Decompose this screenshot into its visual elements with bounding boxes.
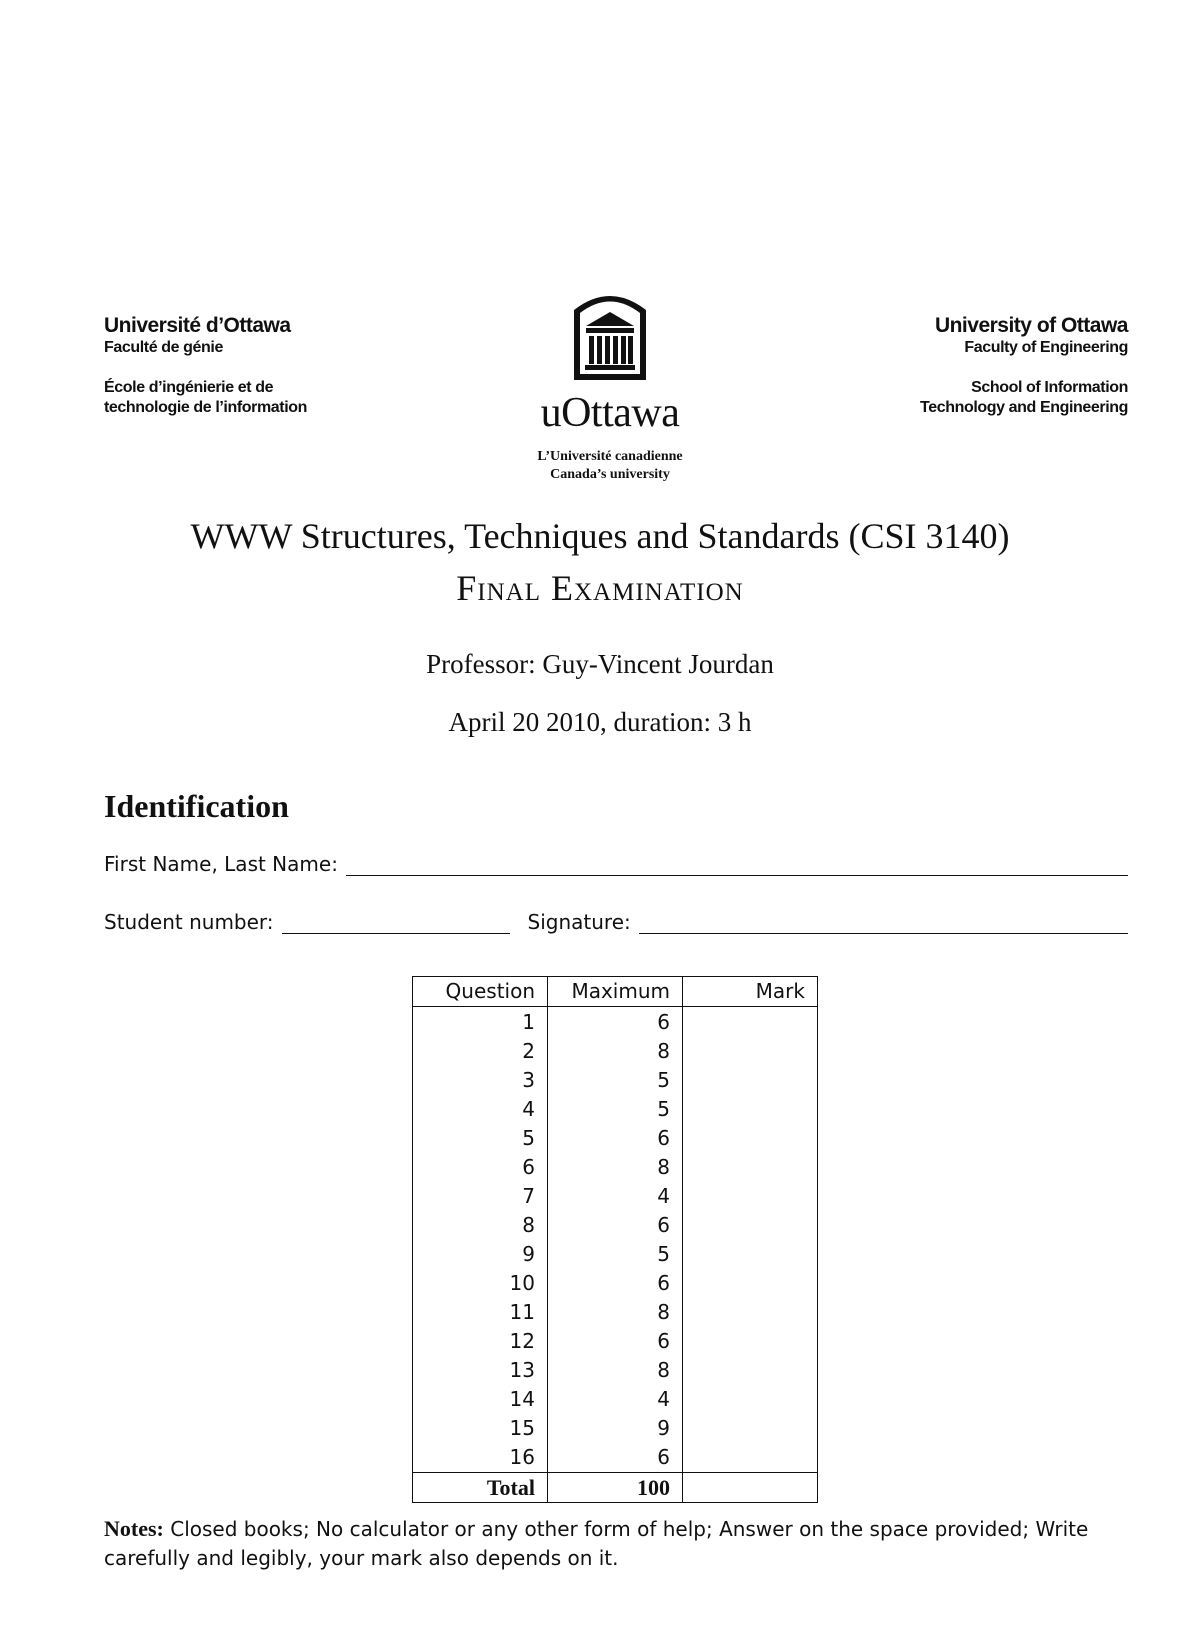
table-row [413,1007,818,1038]
name-input-line[interactable] [346,855,1128,876]
mark-cell[interactable] [683,1153,818,1182]
mark-cell[interactable] [683,1007,818,1038]
table-row [413,1095,818,1124]
course-title: WWW Structures, Techniques and Standards (CSI 3140) [190,516,1010,556]
table-row [413,1182,818,1211]
signature-label: Signature: [527,910,631,934]
signature-input-line[interactable] [639,913,1128,934]
question-number-cell: 8 [413,1211,548,1240]
student-number-signature-row [104,910,1128,934]
mark-cell[interactable] [683,1095,818,1124]
mark-cell[interactable] [683,1124,818,1153]
mark-cell[interactable] [683,1269,818,1298]
maximum-cell: 4 [548,1182,683,1211]
maximum-cell: 8 [548,1356,683,1385]
mark-cell[interactable] [683,1066,818,1095]
mark-cell[interactable] [683,1298,818,1327]
maximum-cell: 6 [548,1211,683,1240]
table-row [413,1124,818,1153]
maximum-cell: 8 [548,1037,683,1066]
student-number-input-line[interactable] [282,913,510,934]
maximum-cell: 9 [548,1414,683,1443]
mark-cell[interactable] [683,1037,818,1066]
maximum-cell: 5 [548,1066,683,1095]
university-name-en: University of Ottawa [934,314,1128,337]
professor-line: Professor: Guy-Vincent Jourdan [426,649,774,679]
faculty-name-fr: Faculté de génie [104,339,223,356]
question-number-cell: 3 [413,1066,548,1095]
mark-cell[interactable] [683,1356,818,1385]
identification-heading: Identification [104,788,289,824]
maximum-cell: 5 [548,1240,683,1269]
exam-title: Final Examination [456,568,744,608]
question-number-cell: 13 [413,1356,548,1385]
header-left-french [104,314,307,418]
mark-cell[interactable] [683,1414,818,1443]
marks-table-body [413,1007,818,1503]
table-header-row [413,977,818,1007]
faculty-name-en: Faculty of Engineering [964,339,1128,356]
table-row [413,1211,818,1240]
mark-cell[interactable] [683,1385,818,1414]
question-number-cell: 5 [413,1124,548,1153]
table-row [413,1037,818,1066]
notes-label: Notes: [104,1516,164,1541]
maximum-cell: 6 [548,1007,683,1038]
maximum-cell: 8 [548,1153,683,1182]
notes-text: Closed books; No calculator or any other form of help; Answer on the space provided; Write carefully and legibly, your mark also depends on it. [104,1517,1089,1570]
question-number-cell: 14 [413,1385,548,1414]
table-row [413,1298,818,1327]
question-number-cell: 9 [413,1240,548,1269]
school-name-en-line1: School of Information [971,379,1128,396]
table-row [413,1240,818,1269]
maximum-cell: 6 [548,1269,683,1298]
question-number-cell: 1 [413,1007,548,1038]
table-row [413,1414,818,1443]
maximum-cell: 4 [548,1385,683,1414]
table-row [413,1153,818,1182]
question-number-cell: 16 [413,1443,548,1473]
name-field-row [104,852,1128,876]
student-number-label: Student number: [104,910,274,934]
logo-tagline-fr: L’Université canadienne [537,449,683,464]
school-name-en-line2: Technology and Engineering [920,399,1128,416]
column-header-question: Question [413,977,548,1007]
total-value-cell: 100 [548,1473,683,1503]
school-name-fr-line1: École d’ingénierie et de [104,379,274,396]
mark-cell[interactable] [683,1443,818,1473]
table-row [413,1066,818,1095]
question-number-cell: 11 [413,1298,548,1327]
mark-cell[interactable] [683,1240,818,1269]
table-row [413,1327,818,1356]
table-row [413,1443,818,1473]
table-row [413,1356,818,1385]
maximum-cell: 5 [548,1095,683,1124]
maximum-cell: 6 [548,1124,683,1153]
column-header-mark: Mark [683,977,818,1007]
logo-tagline-en: Canada’s university [550,467,670,482]
question-number-cell: 4 [413,1095,548,1124]
marks-table [412,976,818,1503]
mark-cell[interactable] [683,1211,818,1240]
maximum-cell: 8 [548,1298,683,1327]
maximum-cell: 6 [548,1327,683,1356]
name-label: First Name, Last Name: [104,852,338,876]
question-number-cell: 12 [413,1327,548,1356]
university-name-fr: Université d’Ottawa [104,314,291,337]
university-building-icon [570,288,650,380]
mark-cell[interactable] [683,1182,818,1211]
question-number-cell: 10 [413,1269,548,1298]
question-number-cell: 7 [413,1182,548,1211]
logo-wordmark: uOttawa [540,390,680,436]
table-row [413,1385,818,1414]
exam-notes [104,1514,1124,1573]
uottawa-logo [520,288,700,484]
question-number-cell: 6 [413,1153,548,1182]
table-total-row [413,1473,818,1503]
question-number-cell: 15 [413,1414,548,1443]
mark-cell[interactable] [683,1327,818,1356]
school-name-fr-line2: technologie de l’information [104,399,308,416]
exam-date-line: April 20 2010, duration: 3 h [448,707,752,737]
total-mark-cell[interactable] [683,1473,818,1503]
total-label-cell: Total [413,1473,548,1503]
question-number-cell: 2 [413,1037,548,1066]
column-header-maximum: Maximum [548,977,683,1007]
header-right-english [920,314,1128,418]
table-row [413,1269,818,1298]
maximum-cell: 6 [548,1443,683,1473]
